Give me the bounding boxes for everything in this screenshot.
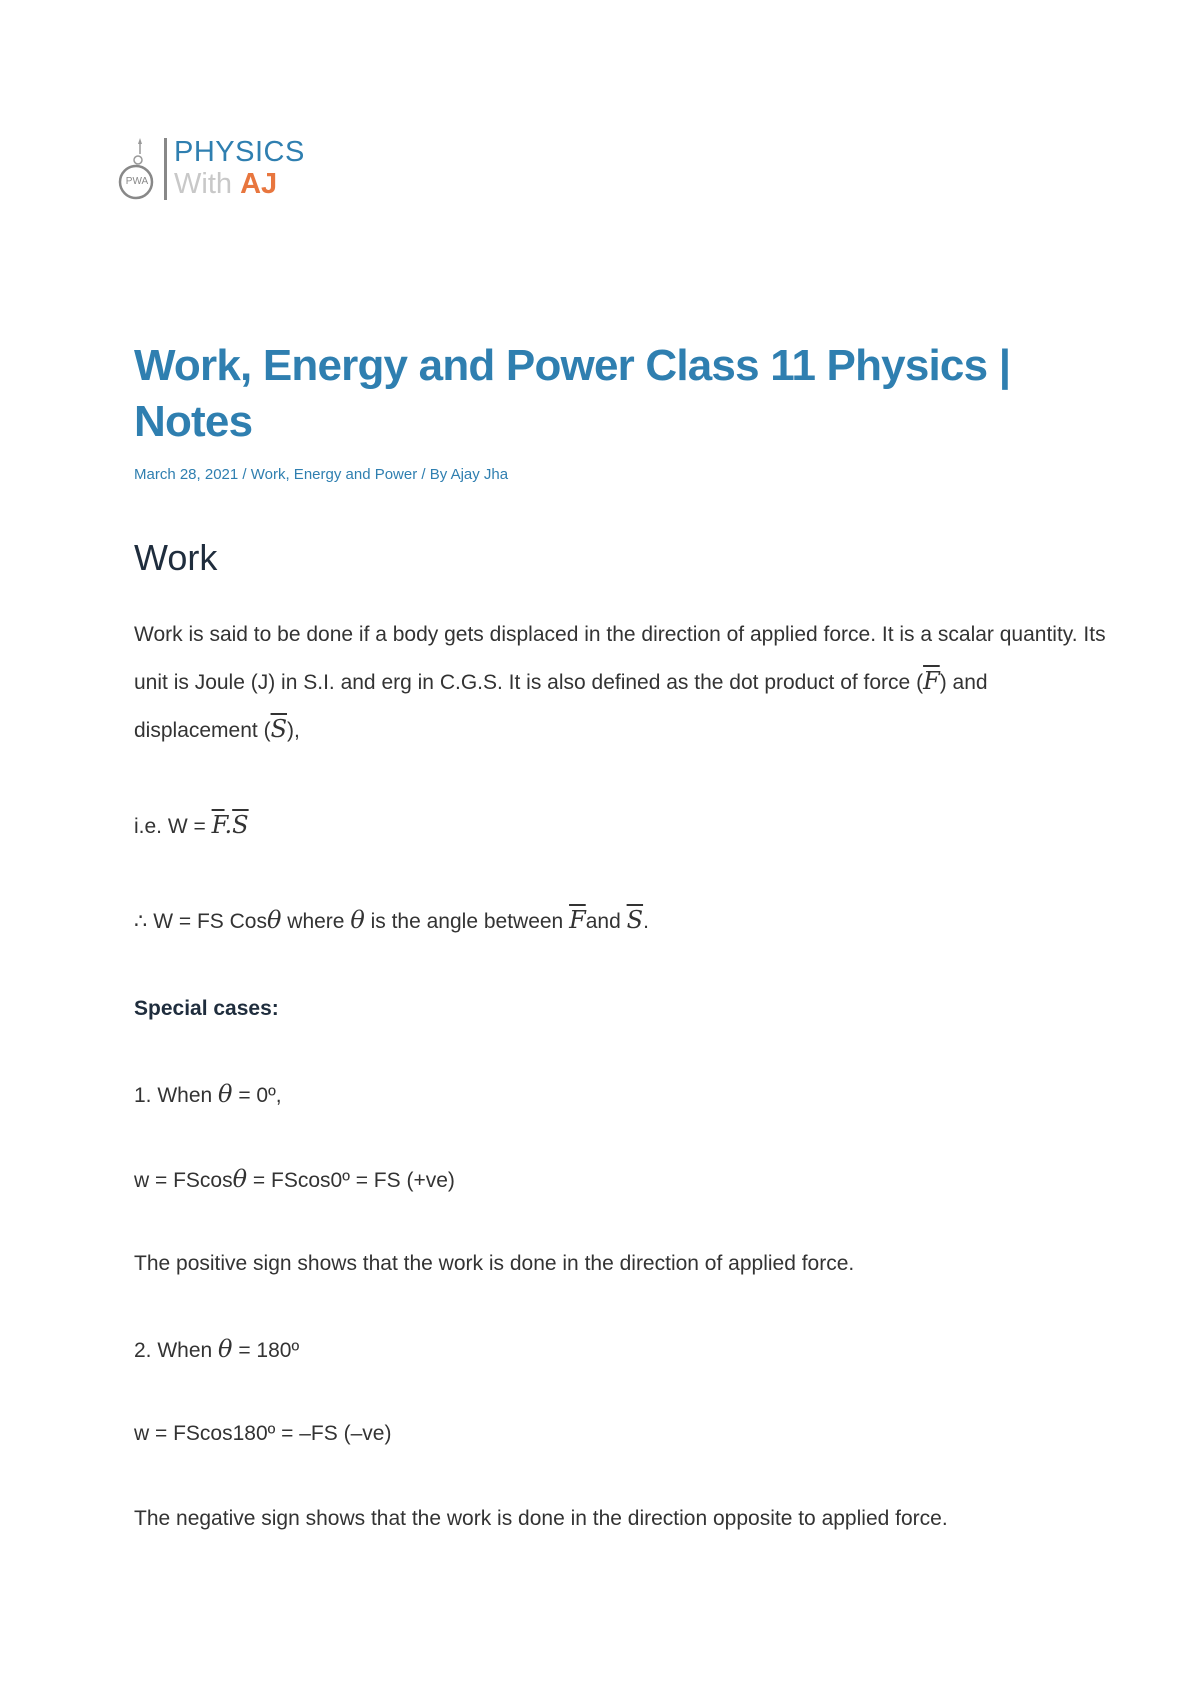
section-heading-work: Work <box>134 537 218 578</box>
logo-divider <box>164 138 167 200</box>
case2-note: The negative sign shows that the work is done in the direction opposite to applied force. <box>134 1507 948 1530</box>
displacement-vector: $\overline{S}$ <box>232 811 249 839</box>
case1-formula <box>134 1156 1114 1204</box>
case2-formula: w = FScos180º = –FS (–ve) <box>134 1422 392 1445</box>
meta-separator: / <box>238 466 251 483</box>
case2-heading <box>134 1326 1114 1374</box>
case1-note: The positive sign shows that the work is done in the direction of applied force. <box>134 1252 855 1275</box>
theta-symbol: θ <box>218 1080 233 1108</box>
theta-symbol: θ <box>350 906 365 934</box>
paragraph-text: Work is said to be done if a body gets displaced in the direction of applied force. It is a scalar quantity. Its unit is Joule (J) in S.I. and erg in C.G.S. It is also defined as the dot product of force ( <box>134 623 1106 694</box>
logo-aj-text: AJ <box>240 168 278 200</box>
displacement-vector: $\overline{S}$ <box>626 906 644 934</box>
dot-product-formula <box>134 802 1114 850</box>
work-definition-paragraph <box>134 612 1114 754</box>
formula-end: . <box>643 910 649 933</box>
formula-text: is the angle between <box>364 910 570 933</box>
theta-symbol: θ <box>232 1165 248 1193</box>
dot-operator: . <box>224 811 233 839</box>
logo-physics-text: PHYSICS <box>174 136 305 168</box>
work-cosine-formula <box>134 897 1114 945</box>
formula-text: W = FS Cos <box>147 910 267 933</box>
special-cases-label: Special cases: <box>134 997 279 1020</box>
formula-text: where <box>281 910 351 933</box>
force-vector: $\overline{F}$ <box>211 811 225 839</box>
case1-heading-value: = 0º, <box>232 1084 282 1107</box>
logo-emblem-text: PWA <box>125 176 149 187</box>
logo-with-aj-text <box>174 168 277 200</box>
paragraph-text-end: ), <box>287 719 300 742</box>
force-vector: $\overline{F}$ <box>923 667 940 695</box>
author-link[interactable]: Ajay Jha <box>450 466 509 483</box>
logo-with-text: With <box>174 168 232 200</box>
formula-text: and <box>585 910 627 933</box>
case2-heading-value: = 180º <box>232 1339 300 1362</box>
force-vector: $\overline{F}$ <box>569 906 586 934</box>
case1-heading-text: 1. When <box>134 1084 219 1107</box>
post-date-link[interactable]: March 28, 2021 <box>134 466 239 483</box>
meta-separator-by: / By <box>417 466 451 483</box>
article-meta <box>134 464 508 486</box>
theta-symbol: θ <box>218 1335 233 1363</box>
theta-symbol: θ <box>266 906 282 934</box>
paragraph-text-mid: ) and displacement ( <box>134 671 988 742</box>
site-logo[interactable] <box>118 134 338 206</box>
displacement-vector: $\overline{S}$ <box>270 715 288 743</box>
case1-heading <box>134 1071 1114 1119</box>
case1-formula-text: w = FScos <box>134 1169 233 1192</box>
therefore-symbol: ∴ <box>134 910 148 933</box>
case2-heading-text: 2. When <box>134 1339 219 1362</box>
logo-emblem-icon <box>118 134 162 206</box>
case1-formula-result: = FScos0º = FS (+ve) <box>247 1169 455 1192</box>
category-link[interactable]: Work, Energy and Power <box>250 466 418 483</box>
formula-prefix: i.e. W = <box>134 815 212 838</box>
article-title: Work, Energy and Power Class 11 Physics | Notes <box>134 341 1011 446</box>
